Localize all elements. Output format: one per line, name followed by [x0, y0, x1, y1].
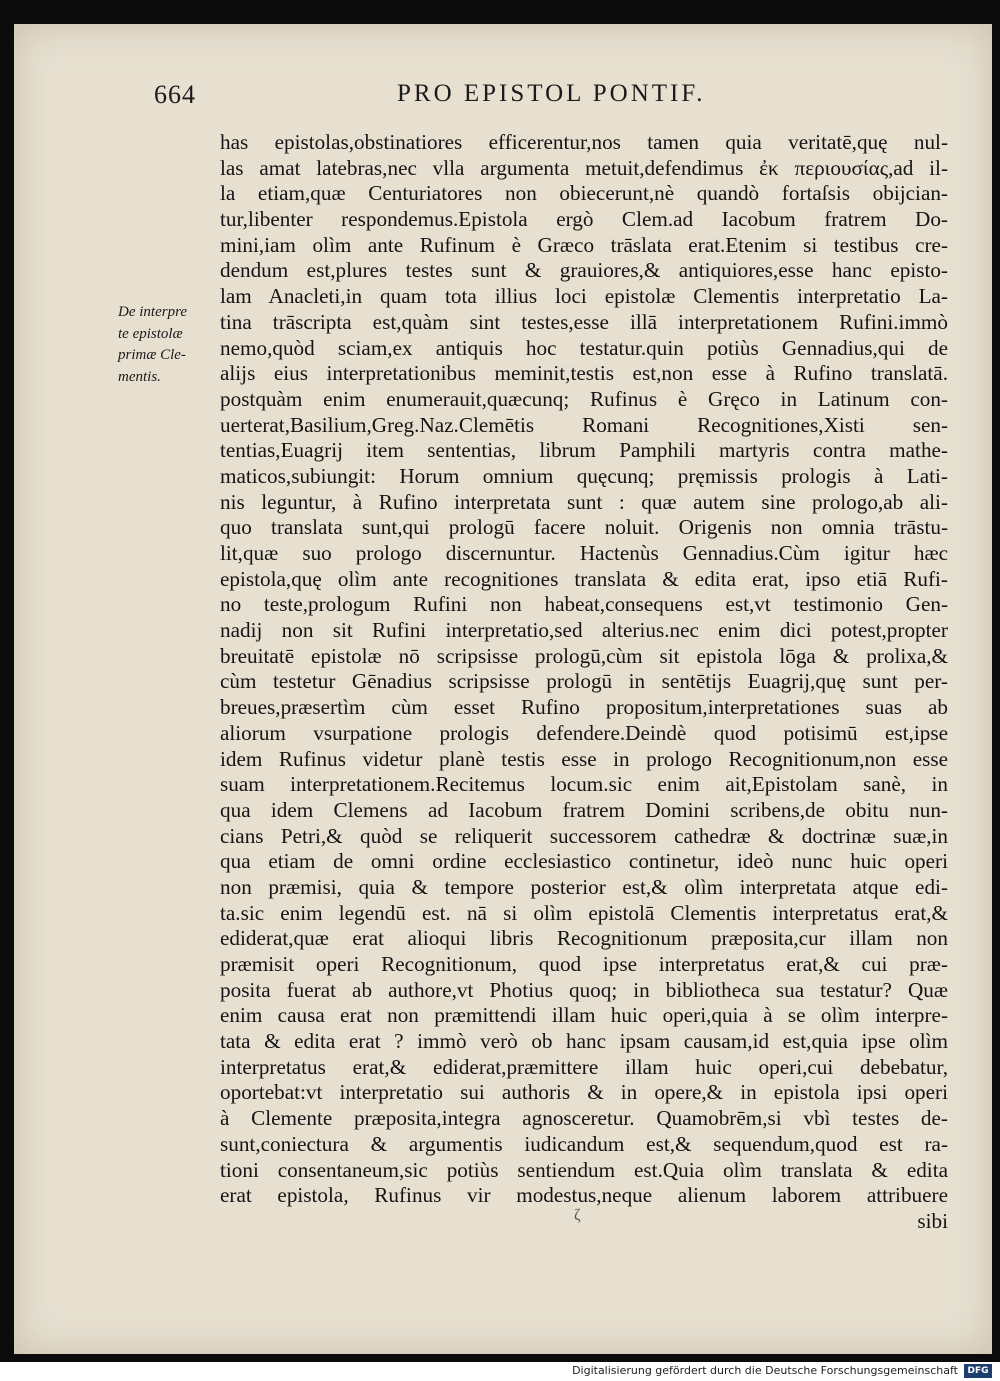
body-line: las amat latebras,nec vlla argumenta metuit,defendimus ἐκ περιουσίας,ad il-	[220, 155, 948, 180]
body-line: enim causa erat non præmittendi illam huic operi,quia à se olìm interpre-	[220, 1003, 948, 1028]
body-line: maticos,subiungit: Horum omnium quęcunq; pręmissis prologis à Lati-	[220, 463, 948, 488]
body-line: tur,libenter respondemus.Epistola ergò Clem.ad Iacobum fratrem Do-	[220, 207, 948, 232]
body-line: tina trāscripta est,quàm sint testes,esse illā interpretationem Rufini.immò	[220, 309, 948, 334]
marginal-note-line: mentis.	[118, 368, 161, 385]
page-number: 664	[154, 80, 196, 109]
body-line: alijs eius interpretationibus meminit,testis est,non esse à Rufino translatā.	[220, 361, 948, 386]
body-line: qua idem Clemens ad Iacobum fratrem Domini scribens,de obitu nun-	[220, 797, 948, 822]
body-line: sibi	[917, 1208, 948, 1233]
body-line: breuitatē epistolæ nō scripsisse prologū,cùm sit epistola lōga & prolixa,&	[220, 643, 948, 668]
body-line: aliorum vsurpatione prologis defendere.Deindè quod potisimū est,ipse	[220, 720, 948, 745]
marginal-note-line: primæ Cle-	[118, 347, 186, 363]
body-line: tioni consentaneum,sic potiùs sentiendum est.Quia olìm translata & edita	[220, 1157, 948, 1182]
body-line: lam Anacleti,in quam tota illius loci epistolæ Clementis interpretatio La-	[220, 284, 948, 309]
body-line: breues,præsertìm cùm esset Rufino propositum,interpretationes suas ab	[220, 695, 948, 720]
body-line: sunt,coniectura & argumentis iudicandum est,& sequendum,quod est ra-	[220, 1131, 948, 1156]
footer-bar	[0, 1362, 1000, 1381]
body-line: nadij non sit Rufini interpretatio,sed alterius.nec enim dici potest,propter	[220, 618, 948, 643]
digitization-credit: Digitalisierung gefördert durch die Deutsche Forschungsgemeinschaft	[572, 1364, 958, 1377]
body-line: nemo,quòd sciam,ex antiquis hoc testatur.quin potiùs Gennadius,qui de	[220, 335, 948, 360]
dfg-logo: DFG	[964, 1364, 992, 1378]
marginal-note-line: De interpre	[118, 304, 188, 320]
body-line: has epistolas,obstinatiores efficerentur,nos tamen quia veritatē,quę nul-	[220, 130, 948, 154]
marginal-note	[118, 302, 212, 388]
running-title: PRO EPISTOL PONTIF.	[397, 80, 706, 107]
marginal-note-line: te epistolæ	[118, 325, 183, 342]
body-line: mini,iam olìm ante Rufinum è Græco trāslata erat.Etenim si testibus cre-	[220, 232, 948, 257]
body-line: dendum est,plures testes sunt & grauiores,& antiquiores,esse hanc episto-	[220, 258, 948, 283]
body-line: idem Rufinus videtur planè testis esse in prologo Recognitionum,non esse	[220, 746, 948, 771]
running-head	[0, 80, 1000, 120]
body-line: nis leguntur, à Rufino interpretata sunt : quæ autem sine prologo,ab ali-	[220, 489, 948, 514]
body-line: epistola,quę olìm ante recognitiones translata & edita erat, ipso etiā Rufi-	[220, 566, 948, 591]
body-line: interpretatus erat,& ediderat,præmittere illam huic operi,cui debebatur,	[220, 1054, 948, 1079]
body-line: quo translata sunt,qui prologū facere noluit. Origenis non omnia trāstu-	[220, 515, 948, 540]
body-line: ta.sic enim legendū est. nā si olìm epistolā Clementis interpretatus erat,&	[220, 900, 948, 925]
body-line: à Clemente præposita,integra agnosceretur. Quamobrēm,si vbì testes de-	[220, 1106, 948, 1131]
body-line: qua etiam de omni ordine ecclesiastico continetur, ideò nunc huic operi	[220, 849, 948, 874]
body-line: uerterat,Basilium,Greg.Naz.Clemētis Romani Recognitiones,Xisti sen-	[220, 412, 948, 437]
body-line: no teste,prologum Rufini non habeat,consequens est,vt testimonio Gen-	[220, 592, 948, 617]
body-line: posita fuerat ab authore,vt Photius quoq; in bibliotheca sua testatur? Quæ	[220, 977, 948, 1002]
body-line: cians Petri,& quòd se reliquerit successorem cathedræ & doctrinæ suæ,in	[220, 823, 948, 848]
body-line: suam interpretationem.Recitemus locum.sic enim ait,Epistolam sanè, in	[220, 772, 948, 797]
body-line: tata & edita erat ? immò verò ob hanc ipsam causam,id est,quia ipse olìm	[220, 1029, 948, 1054]
stray-mark: ζ	[574, 1207, 581, 1224]
body-line: lit,quæ suo prologo discernuntur. Hactenùs Gennadius.Cùm igitur hæc	[220, 541, 948, 565]
body-line: non præmisi, quia & tempore posterior est,& olìm interpretata atque edi-	[220, 874, 948, 899]
body-line: oportebat:vt interpretatio sui authoris & in opere,& in epistola ipsi operi	[220, 1080, 948, 1105]
body-line: la etiam,quæ Centuriatores non obiecerunt,nè quandò fortaſsis obijcian-	[220, 181, 948, 206]
body-line: cùm testetur Gēnadius scripsisse prologū in sentētijs Euagrij,quę sunt per-	[220, 669, 948, 694]
body-line: ediderat,quæ erat alioqui libris Recognitionum præposita,cur illam non	[220, 926, 948, 951]
body-text	[220, 130, 948, 1235]
body-line: erat epistola, Rufinus vir modestus,neque alienum laborem attribuere	[220, 1183, 948, 1208]
body-line: postquàm enim enumerauit,quæcunq; Rufinus è Gręco in Latinum con-	[220, 386, 948, 411]
body-line: præmisit operi Recognitionum, quod ipse interpretatus erat,& cui præ-	[220, 952, 948, 976]
body-line: tentias,Euagrij item sententias, librum Pamphili martyris contra mathe-	[220, 438, 948, 463]
